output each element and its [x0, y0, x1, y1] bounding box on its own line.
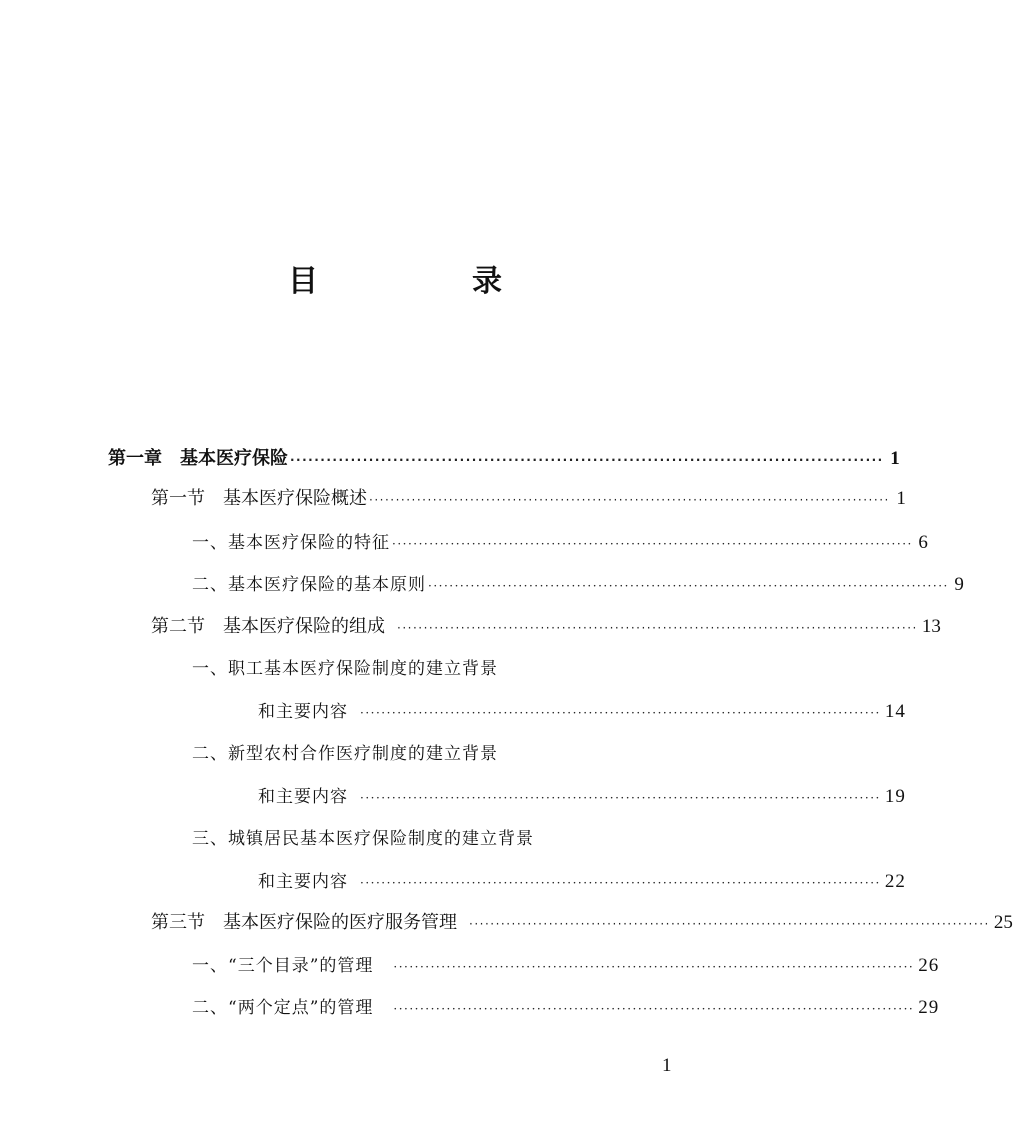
- dot-leader: ··································································································: [360, 876, 881, 890]
- dot-leader: ··································································································: [393, 960, 915, 974]
- toc-entry-label: 一、“三个目录”的管理: [192, 956, 374, 976]
- toc-item[interactable]: [192, 571, 965, 599]
- toc-chapter-1[interactable]: [108, 445, 900, 473]
- toc-entry-label: 第一章 基本医疗保险: [108, 448, 288, 469]
- dot-leader: ··································································································: [290, 453, 884, 467]
- dot-leader: ··································································································: [360, 706, 881, 720]
- dot-leader: ··································································································: [392, 537, 913, 551]
- dot-leader: ··································································································: [360, 791, 881, 805]
- toc-page-number: 19: [884, 786, 906, 807]
- toc-entry-label: 第二节 基本医疗保险的组成: [151, 616, 385, 637]
- dot-leader: ··································································································: [428, 579, 949, 593]
- toc-entry-label: 第一节 基本医疗保险概述: [151, 488, 367, 509]
- dot-leader: ··································································································: [469, 917, 990, 931]
- toc-item[interactable]: [258, 698, 906, 726]
- toc-entry-label: 和主要内容: [258, 702, 348, 722]
- toc-section-3[interactable]: [151, 909, 1013, 937]
- toc-item[interactable]: [192, 952, 940, 980]
- toc-section-1[interactable]: [151, 485, 906, 513]
- toc-item[interactable]: [192, 529, 929, 557]
- toc-item-line[interactable]: 一、职工基本医疗保险制度的建立背景: [192, 659, 498, 679]
- toc-item-line[interactable]: 三、城镇居民基本医疗保险制度的建立背景: [192, 829, 534, 849]
- toc-entry-label: 第三节 基本医疗保险的医疗服务管理: [151, 912, 457, 933]
- dot-leader: ··································································································: [393, 1002, 915, 1016]
- dot-leader: ··································································································: [369, 493, 890, 507]
- toc-item[interactable]: [258, 783, 906, 811]
- toc-page-number: 22: [884, 871, 906, 892]
- page-number: 1: [662, 1055, 672, 1076]
- toc-page-number: 9: [954, 574, 965, 595]
- toc-page-number: 26: [918, 955, 940, 976]
- toc-page-number: 13: [921, 616, 941, 637]
- toc-item[interactable]: [258, 868, 906, 896]
- toc-page-number: 1: [896, 488, 906, 509]
- toc-page-number: 6: [918, 532, 929, 553]
- toc-entry-label: 和主要内容: [258, 872, 348, 892]
- toc-item[interactable]: [192, 994, 940, 1022]
- toc-entry-label: 一、基本医疗保险的特征: [192, 533, 390, 553]
- toc-entry-label: 二、基本医疗保险的基本原则: [192, 575, 426, 595]
- toc-page-number: 25: [993, 912, 1013, 933]
- dot-leader: ··································································································: [397, 621, 918, 635]
- toc-page-number: 29: [918, 997, 940, 1018]
- toc-entry-label: 和主要内容: [258, 787, 348, 807]
- toc-page-number: 14: [884, 701, 906, 722]
- toc-item-line[interactable]: 二、新型农村合作医疗制度的建立背景: [192, 744, 498, 764]
- page-title: 目 录: [288, 264, 564, 299]
- toc-entry-label: 二、“两个定点”的管理: [192, 998, 374, 1018]
- toc-section-2[interactable]: [151, 613, 941, 641]
- toc-page-number: 1: [890, 448, 900, 469]
